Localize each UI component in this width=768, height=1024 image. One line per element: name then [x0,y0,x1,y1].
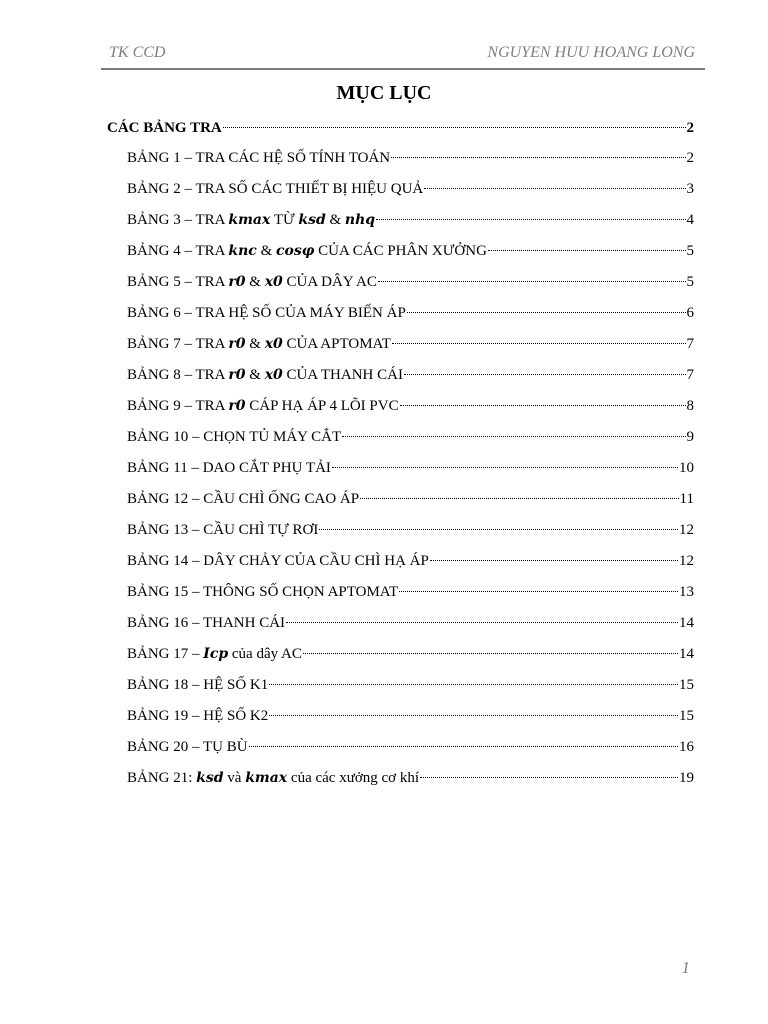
toc-entry-page: 8 [686,398,694,414]
toc-entry[interactable] [107,608,694,639]
toc-entry-page: 16 [679,739,694,755]
toc-entry-label [127,701,268,732]
toc-text-segment: & [245,367,265,383]
toc-entry-label [127,174,423,205]
toc-entry-label [127,267,377,298]
toc-entry-label [127,546,429,577]
toc-text-segment: BẢNG 3 – TRA [127,212,229,228]
toc-math-symbol: nhq [344,212,376,228]
toc-text-segment: BẢNG 2 – TRA SỐ CÁC THIẾT BỊ HIỆU QUẢ [127,181,424,197]
toc-text-segment: CỦA CÁC PHÂN XƯỞNG [314,243,487,259]
toc-math-symbol: x0 [264,336,283,352]
toc-entry[interactable] [107,205,694,236]
toc-leader [378,281,686,282]
toc-text-segment: BẢNG 8 – TRA [127,367,229,383]
toc-math-symbol: r0 [228,367,246,383]
toc-leader [400,405,686,406]
toc-entry-label [127,732,248,763]
toc-entry-page: 13 [679,584,694,600]
toc-entry-page: 4 [686,212,694,228]
toc-entry-label [127,391,399,422]
toc-entry[interactable] [107,422,694,453]
toc-entry-page: 12 [679,553,694,569]
table-of-contents [107,116,694,794]
toc-entry-label [127,422,341,453]
toc-text-segment: BẢNG 14 – DÂY CHẢY CỦA CẦU CHÌ HẠ ÁP [127,553,429,569]
toc-entry[interactable] [107,236,694,267]
toc-leader [407,312,686,313]
toc-text-segment: CỦA DÂY AC [282,274,377,290]
toc-text-segment: BẢNG 20 – TỤ BÙ [127,739,248,755]
toc-text-segment: BẢNG 21: [127,770,197,786]
toc-leader [286,622,678,623]
toc-entry[interactable] [107,391,694,422]
toc-leader [376,219,685,220]
toc-leader [303,653,678,654]
toc-leader [249,746,678,747]
toc-text-segment: của dây AC [228,646,302,662]
toc-entry[interactable] [107,515,694,546]
toc-leader [319,529,678,530]
toc-entry[interactable] [107,329,694,360]
toc-math-symbol: r0 [228,274,246,290]
toc-entry-label [127,763,419,794]
toc-text-segment: BẢNG 10 – CHỌN TỦ MÁY CẮT [127,429,342,445]
toc-math-symbol: knc [228,243,257,259]
toc-math-symbol: ksd [196,770,224,786]
toc-entry-page: 9 [686,429,694,445]
toc-math-symbol: kmax [228,212,271,228]
toc-entry-page: 5 [686,274,694,290]
toc-entry-label [127,453,331,484]
toc-entry-label [127,639,302,670]
toc-text-segment: BẢNG 18 – HỆ SỐ K1 [127,677,269,693]
toc-text-segment: CỦA APTOMAT [282,336,391,352]
toc-entry-page: 5 [686,243,694,259]
toc-leader [430,560,678,561]
toc-entry-label [127,608,285,639]
toc-entry-page: 2 [686,150,694,166]
toc-entry-page: 7 [686,367,694,383]
toc-math-symbol: r0 [228,398,246,414]
toc-text-segment: CÁP HẠ ÁP 4 LÕI PVC [245,398,399,414]
toc-text-segment: BẢNG 19 – HỆ SỐ K2 [127,708,269,724]
toc-text-segment: & [325,212,345,228]
toc-text-segment: & [245,274,265,290]
toc-math-symbol: x0 [264,274,283,290]
toc-math-symbol: cosφ [275,243,315,259]
toc-entry-page: 11 [679,491,694,507]
toc-entry-label [127,577,398,608]
toc-entry-label: CÁC BẢNG TRA [107,120,222,136]
toc-entry-label [127,329,391,360]
toc-entry[interactable] [107,360,694,391]
toc-title: MỤC LỤC [336,82,432,104]
toc-entry-page: 2 [686,120,694,136]
toc-entry[interactable] [107,763,694,794]
toc-entry-page: 3 [686,181,694,197]
toc-text-segment: BẢNG 7 – TRA [127,336,229,352]
toc-entry-label [127,205,375,236]
toc-entry[interactable] [107,670,694,701]
toc-text-segment: & [245,336,265,352]
toc-text-segment: BẢNG 6 – TRA HỆ SỐ CỦA MÁY BIẾN ÁP [127,305,406,321]
header-left-text: TK CCD [109,44,166,61]
toc-math-symbol: kmax [245,770,288,786]
toc-text-segment: BẢNG 9 – TRA [127,398,229,414]
toc-leader [399,591,678,592]
toc-leader [223,127,686,128]
toc-leader [488,250,686,251]
toc-entry-page: 15 [679,677,694,693]
toc-leader [420,777,678,778]
toc-entry-page: 14 [679,615,694,631]
toc-entry-label [127,143,390,174]
toc-entry-label [127,360,403,391]
toc-text-segment: CỦA THANH CÁI [282,367,403,383]
toc-text-segment: BẢNG 17 – [127,646,204,662]
toc-entry[interactable] [107,701,694,732]
toc-text-segment: BẢNG 16 – THANH CÁI [127,615,286,631]
toc-math-symbol: r0 [228,336,246,352]
toc-text-segment: của các xưởng cơ khí [287,770,420,786]
toc-math-symbol: x0 [264,367,283,383]
toc-entry-label [127,298,406,329]
toc-entry-label [127,515,318,546]
toc-entry-label [127,484,359,515]
page-header [101,40,705,70]
toc-leader [269,715,678,716]
toc-entry[interactable] [107,174,694,205]
toc-text-segment: và [223,770,246,786]
toc-entry[interactable] [107,484,694,515]
toc-entry-page: 19 [679,770,694,786]
toc-text-segment: & [256,243,276,259]
toc-entry-top[interactable] [107,116,694,143]
toc-text-segment: BẢNG 4 – TRA [127,243,229,259]
toc-entry-page: 10 [679,460,694,476]
toc-entry[interactable] [107,546,694,577]
toc-entry[interactable] [107,577,694,608]
toc-text-segment: BẢNG 5 – TRA [127,274,229,290]
toc-text-segment: BẢNG 1 – TRA CÁC HỆ SỐ TÍNH TOÁN [127,150,391,166]
toc-math-symbol: ksd [298,212,326,228]
toc-text-segment: BẢNG 12 – CẦU CHÌ ỐNG CAO ÁP [127,491,360,507]
toc-entry-page: 14 [679,646,694,662]
toc-leader [392,343,686,344]
toc-entry[interactable] [107,453,694,484]
toc-text-segment: BẢNG 13 – CẦU CHÌ TỰ RƠI [127,522,319,538]
toc-leader [360,498,678,499]
toc-text-segment: BẢNG 15 – THÔNG SỐ CHỌN APTOMAT [127,584,399,600]
toc-text-segment: BẢNG 11 – DAO CẮT PHỤ TẢI [127,460,331,476]
toc-entry[interactable] [107,639,694,670]
toc-entry-label [127,236,487,267]
toc-entry[interactable] [107,732,694,763]
toc-entry[interactable] [107,267,694,298]
toc-entry[interactable] [107,143,694,174]
toc-entry-page: 15 [679,708,694,724]
toc-entry-page: 6 [686,305,694,321]
toc-entry-page: 7 [686,336,694,352]
toc-leader [342,436,685,437]
toc-entry[interactable] [107,298,694,329]
toc-math-symbol: Icp [203,646,229,662]
toc-entry-page: 12 [679,522,694,538]
toc-text-segment: TỪ [270,212,299,228]
header-right-text: NGUYEN HUU HOANG LONG [487,44,695,61]
page-number: 1 [681,958,690,977]
toc-leader [391,157,685,158]
toc-leader [269,684,678,685]
toc-leader [404,374,686,375]
toc-leader [424,188,685,189]
toc-entry-label [127,670,268,701]
toc-leader [332,467,678,468]
